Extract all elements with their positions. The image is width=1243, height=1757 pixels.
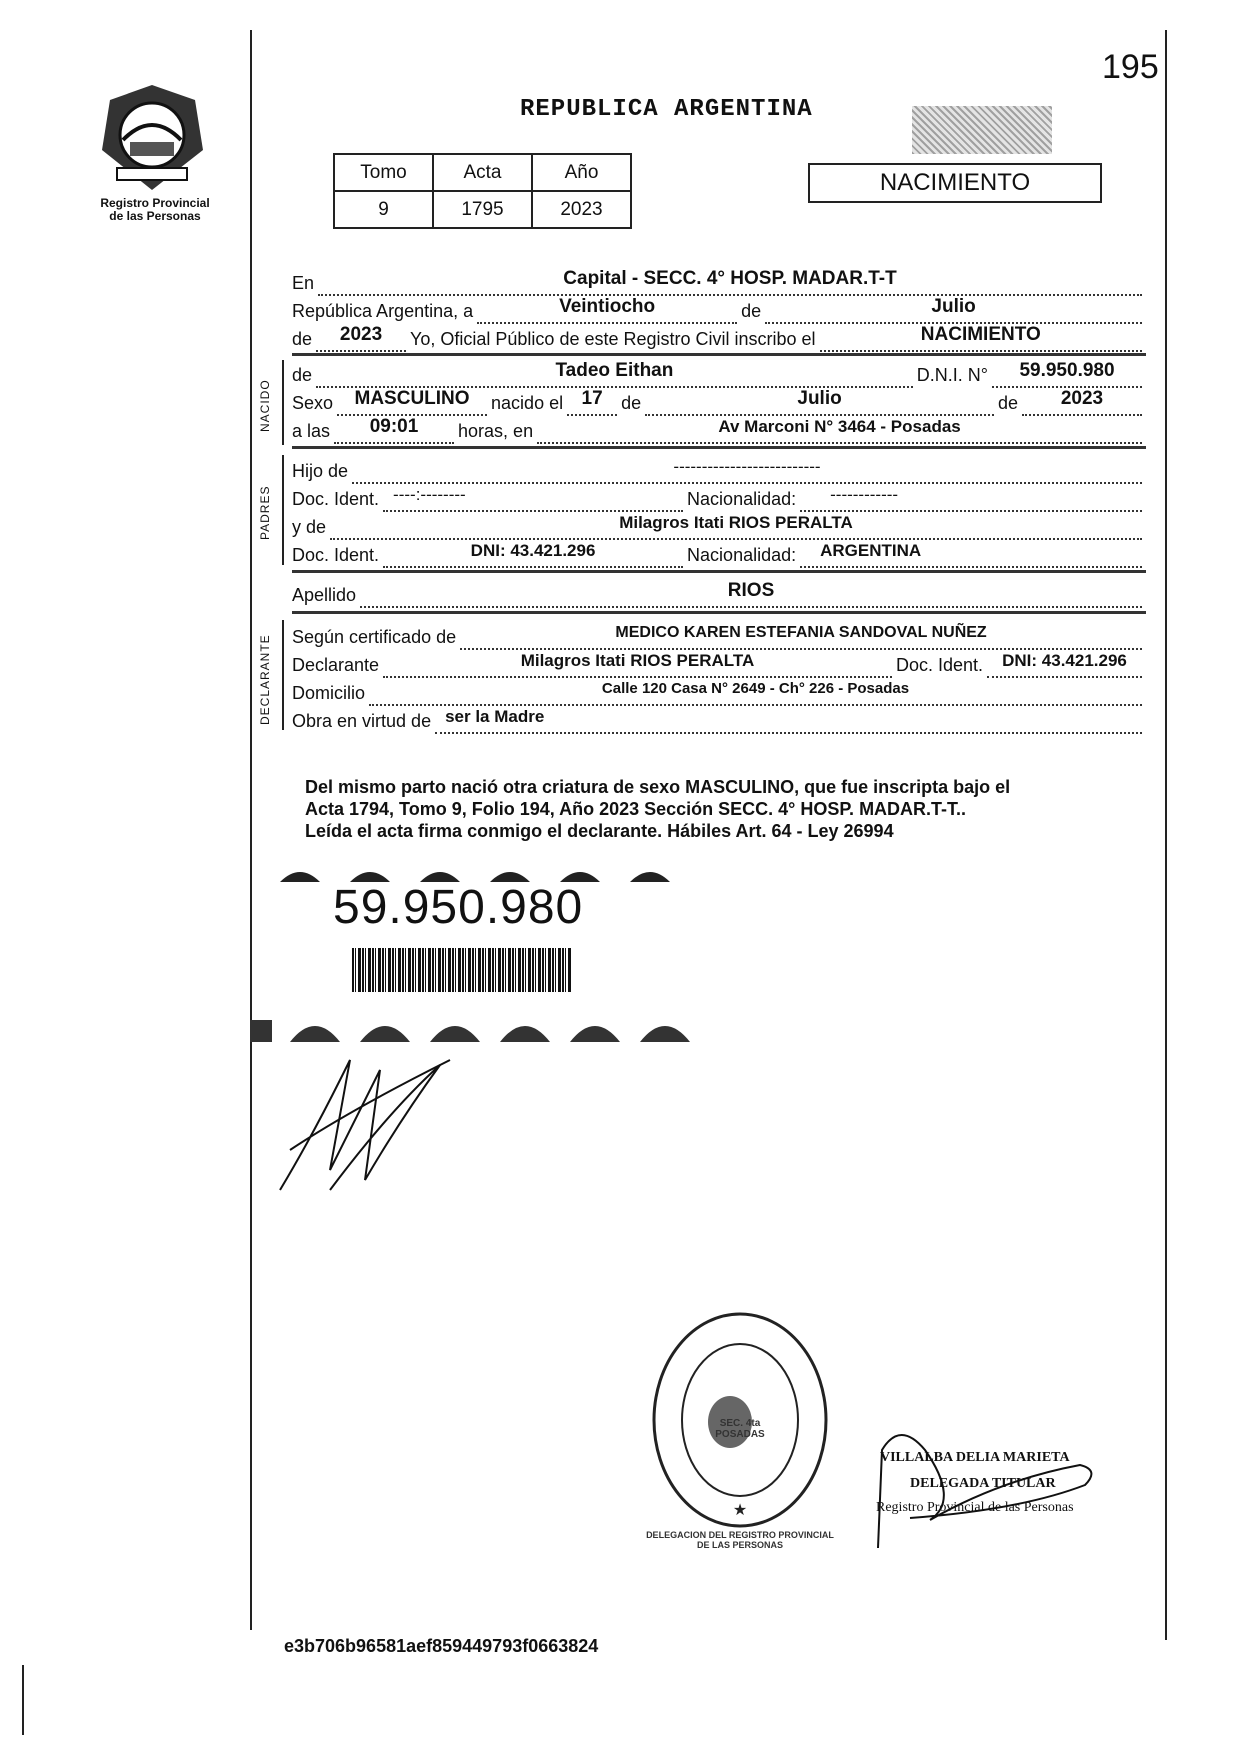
left-margin-line bbox=[250, 30, 252, 1630]
label-de-mes: de bbox=[621, 393, 642, 413]
table-cell: 2023 bbox=[532, 191, 631, 228]
value-doc-decl: DNI: 43.421.296 bbox=[1002, 651, 1127, 670]
label-yo: Yo, Oficial Público de este Registro Civil inscribo el bbox=[410, 329, 816, 349]
row-fecha bbox=[292, 298, 1146, 324]
label-nac2: Nacionalidad: bbox=[687, 545, 797, 565]
field-dia bbox=[477, 296, 737, 324]
row-apellido bbox=[292, 582, 1146, 608]
value-anio: 2023 bbox=[339, 324, 383, 345]
separator bbox=[292, 353, 1146, 356]
row-inscribo bbox=[292, 326, 1146, 352]
document-hash: e3b706b96581aef859449793f0663824 bbox=[284, 1636, 599, 1656]
birth-note bbox=[305, 776, 1145, 842]
field-lugar bbox=[537, 417, 1142, 444]
label-republica: República Argentina, a bbox=[292, 301, 474, 321]
row-en bbox=[292, 270, 1146, 296]
value-dni: 59.950.980 bbox=[1019, 360, 1115, 381]
value-lugar: Av Marconi N° 3464 - Posadas bbox=[718, 417, 961, 436]
record-table bbox=[333, 153, 632, 229]
label-en: En bbox=[292, 273, 315, 293]
field-apellido bbox=[360, 580, 1142, 608]
label-de-nombre: de bbox=[292, 365, 313, 385]
barcode bbox=[352, 948, 572, 992]
label-domicilio: Domicilio bbox=[292, 683, 366, 703]
dni-stamp: 59.950.980 bbox=[333, 881, 584, 934]
label-de2: de bbox=[292, 329, 313, 349]
value-domicilio: Calle 120 Casa N° 2649 - Ch° 226 - Posadas bbox=[601, 680, 910, 697]
value-declarante: Milagros Itati RIOS PERALTA bbox=[520, 651, 755, 670]
value-hora: 09:01 bbox=[369, 416, 419, 437]
section-bracket-declarante bbox=[282, 620, 284, 730]
value-inscribo: NACIMIENTO bbox=[920, 324, 1041, 345]
value-en: Capital - SECC. 4° HOSP. MADAR.T-T bbox=[563, 268, 897, 289]
value-doc1: ----:-------- bbox=[393, 485, 466, 504]
table-header: Tomo bbox=[334, 154, 433, 191]
logo-caption-line2: de las Personas bbox=[109, 209, 201, 223]
field-inscribo bbox=[820, 324, 1142, 352]
row-declarante bbox=[292, 652, 1146, 678]
row-nombre bbox=[292, 362, 1146, 388]
bottom-left-mark bbox=[22, 1665, 24, 1735]
note-line: Acta 1794, Tomo 9, Folio 194, Año 2023 Sección SECC. 4° HOSP. MADAR.T-T.. bbox=[305, 799, 967, 819]
field-hora bbox=[334, 416, 454, 444]
note-line: Leída el acta firma conmigo el declarante. Hábiles Art. 64 - Ley 26994 bbox=[305, 821, 894, 841]
label-alas: a las bbox=[292, 421, 331, 441]
row-doc1 bbox=[292, 486, 1146, 512]
separator bbox=[292, 570, 1146, 573]
label-doc2: Doc. Ident. bbox=[292, 545, 380, 565]
document-title: REPUBLICA ARGENTINA bbox=[520, 96, 813, 123]
label-hijo: Hijo de bbox=[292, 461, 349, 481]
separator bbox=[292, 446, 1146, 449]
label-doc-decl: Doc. Ident. bbox=[895, 655, 983, 675]
row-obra bbox=[292, 708, 1146, 734]
table-cell: 1795 bbox=[433, 191, 532, 228]
label-sexo: Sexo bbox=[292, 393, 334, 413]
label-yde: y de bbox=[292, 517, 327, 537]
section-bracket-nacido bbox=[282, 360, 284, 445]
declarant-signature bbox=[270, 1050, 460, 1200]
svg-text:★: ★ bbox=[732, 1502, 748, 1519]
province-logo bbox=[95, 80, 210, 195]
value-apellido: RIOS bbox=[727, 580, 775, 601]
field-obra bbox=[435, 707, 1142, 734]
section-label-padres: PADRES bbox=[258, 485, 272, 540]
seal-outer-text: DELEGACION DEL REGISTRO PROVINCIAL DE LAS PERSONAS bbox=[646, 1530, 834, 1550]
table-header: Acta bbox=[433, 154, 532, 191]
row-sexo bbox=[292, 390, 1146, 416]
field-nac2 bbox=[800, 541, 1142, 568]
guilloche-band-top bbox=[250, 862, 670, 882]
official-title: DELEGADA TITULAR bbox=[910, 1476, 1056, 1491]
label-obra: Obra en virtud de bbox=[292, 711, 432, 731]
section-bracket-padres bbox=[282, 455, 284, 565]
table-cell: 9 bbox=[334, 191, 433, 228]
value-anio-nac: 2023 bbox=[1060, 388, 1104, 409]
value-obra: ser la Madre bbox=[445, 707, 545, 726]
official-registry: Registro Provincial de las Personas bbox=[876, 1500, 1074, 1515]
value-doc2: DNI: 43.421.296 bbox=[470, 541, 596, 560]
label-nac1: Nacionalidad: bbox=[687, 489, 797, 509]
seal-inner-text: SEC. 4ta POSADAS bbox=[715, 1418, 765, 1440]
value-madre: Milagros Itati RIOS PERALTA bbox=[619, 513, 853, 532]
table-header: Año bbox=[532, 154, 631, 191]
right-margin-line bbox=[1165, 30, 1167, 1640]
guilloche-band-bottom bbox=[250, 1010, 690, 1042]
row-certificado bbox=[292, 624, 1146, 650]
page-number: 195 bbox=[1102, 48, 1159, 86]
row-hijo bbox=[292, 458, 1146, 484]
row-doc2 bbox=[292, 542, 1146, 568]
value-certificado: MEDICO KAREN ESTEFANIA SANDOVAL NUÑEZ bbox=[615, 624, 987, 641]
label-declarante: Declarante bbox=[292, 655, 380, 675]
logo-caption bbox=[80, 197, 230, 223]
value-dia: Veintiocho bbox=[559, 296, 656, 317]
record-type-box: NACIMIENTO bbox=[808, 163, 1102, 203]
value-nac1: ------------ bbox=[830, 485, 899, 504]
label-de: de bbox=[741, 301, 762, 321]
value-nac2: ARGENTINA bbox=[820, 541, 922, 560]
field-doc2 bbox=[383, 541, 683, 568]
section-label-nacido: NACIDO bbox=[258, 379, 272, 432]
security-stamp bbox=[912, 106, 1052, 154]
section-label-declarante: DECLARANTE bbox=[258, 634, 272, 725]
official-name: VILLALBA DELIA MARIETA bbox=[880, 1450, 1070, 1465]
value-mes-nac: Julio bbox=[797, 388, 842, 409]
value-nombre: Tadeo Eithan bbox=[555, 360, 674, 381]
label-horas: horas, en bbox=[458, 421, 534, 441]
label-apellido: Apellido bbox=[292, 585, 357, 605]
label-nacido: nacido el bbox=[491, 393, 564, 413]
logo-caption-line1: Registro Provincial bbox=[100, 196, 210, 210]
separator bbox=[292, 611, 1146, 614]
note-line: Del mismo parto nació otra criatura de sexo MASCULINO, que fue inscripta bajo el bbox=[305, 777, 1011, 797]
label-de-anio: de bbox=[997, 393, 1018, 413]
field-anio bbox=[316, 324, 406, 352]
row-hora bbox=[292, 418, 1146, 444]
row-madre bbox=[292, 514, 1146, 540]
label-dni: D.N.I. N° bbox=[916, 365, 988, 385]
value-dia-nac: 17 bbox=[581, 388, 603, 409]
label-doc1: Doc. Ident. bbox=[292, 489, 380, 509]
label-certificado: Según certificado de bbox=[292, 627, 457, 647]
row-domicilio bbox=[292, 680, 1146, 706]
value-hijo: -------------------------- bbox=[673, 457, 821, 476]
value-sexo: MASCULINO bbox=[354, 388, 470, 409]
value-mes: Julio bbox=[931, 296, 976, 317]
